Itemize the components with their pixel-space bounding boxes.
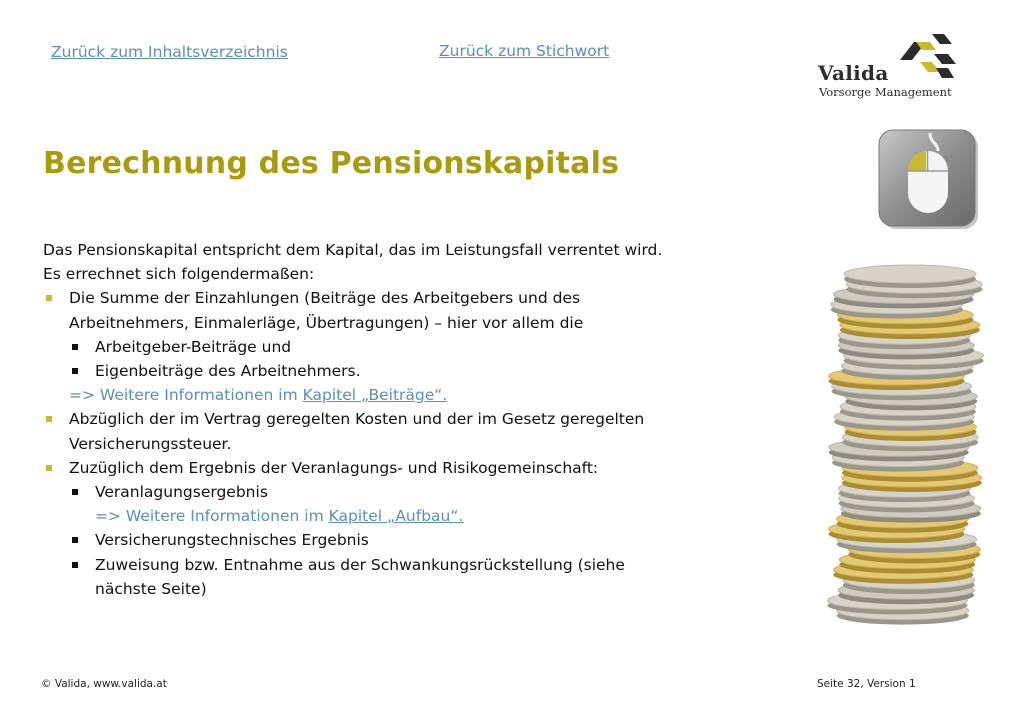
mouse-button[interactable] [878,129,980,235]
intro-line: Es errechnet sich folgendermaßen: [43,265,315,284]
info-line [43,383,783,407]
sub-list-item: Eigenbeiträge des Arbeitnehmers. [43,359,783,383]
sub-list-item: Versicherungstechnisches Ergebnis [43,528,783,552]
back-to-toc-link[interactable]: Zurück zum Inhaltsverzeichnis [51,43,288,61]
list-item-continuation: Versicherungssteuer. [69,434,232,453]
list-item-continuation: Arbeitnehmers, Einmalerläge, Übertragungen) – hier vor allem die [69,313,584,332]
footer-copyright: © Valida, www.valida.at [41,678,167,690]
sub-list-item-continuation: nächste Seite) [95,579,207,598]
back-to-keyword-link[interactable]: Zurück zum Stichwort [439,42,610,60]
sub-list-item: Arbeitgeber-Beiträge und [43,335,783,359]
chapter-aufbau-link[interactable]: Kapitel „Aufbau“. [328,507,464,526]
sub-list-item: Veranlagungsergebnis [43,480,783,504]
logo-mark-icon [898,32,958,82]
page-title: Berechnung des Pensionskapitals [43,146,620,181]
intro-line: Das Pensionskapital entspricht dem Kapital, das im Leistungsfall verrentet wird. [43,241,663,259]
list-item: Zuzüglich dem Ergebnis der Veranlagungs- und Risikogemeinschaft: [43,456,783,480]
coin [844,265,976,288]
logo-name: Valida [818,61,889,85]
info-prefix: => Weitere Informationen im [95,507,329,526]
list-item: Abzüglich der im Vertrag geregelten Kosten und der im Gesetz geregelten [43,407,783,431]
info-prefix: => Weitere Informationen im [69,386,303,405]
chapter-beitraege-link[interactable]: Kapitel „Beiträge“. [302,386,448,405]
logo-subtitle: Vorsorge Management [819,85,952,99]
mouse-icon [878,129,980,231]
list-item: Die Summe der Einzahlungen (Beiträge des Arbeitgebers und des [43,286,783,310]
info-line [43,504,783,528]
valida-logo [816,30,966,102]
footer-page-info: Seite 32, Version 1 [817,678,916,690]
main-content [43,238,783,601]
sub-list-item: Zuweisung bzw. Entnahme aus der Schwankungsrückstellung (siehe [43,553,783,577]
coin-stack-image [812,262,1002,636]
